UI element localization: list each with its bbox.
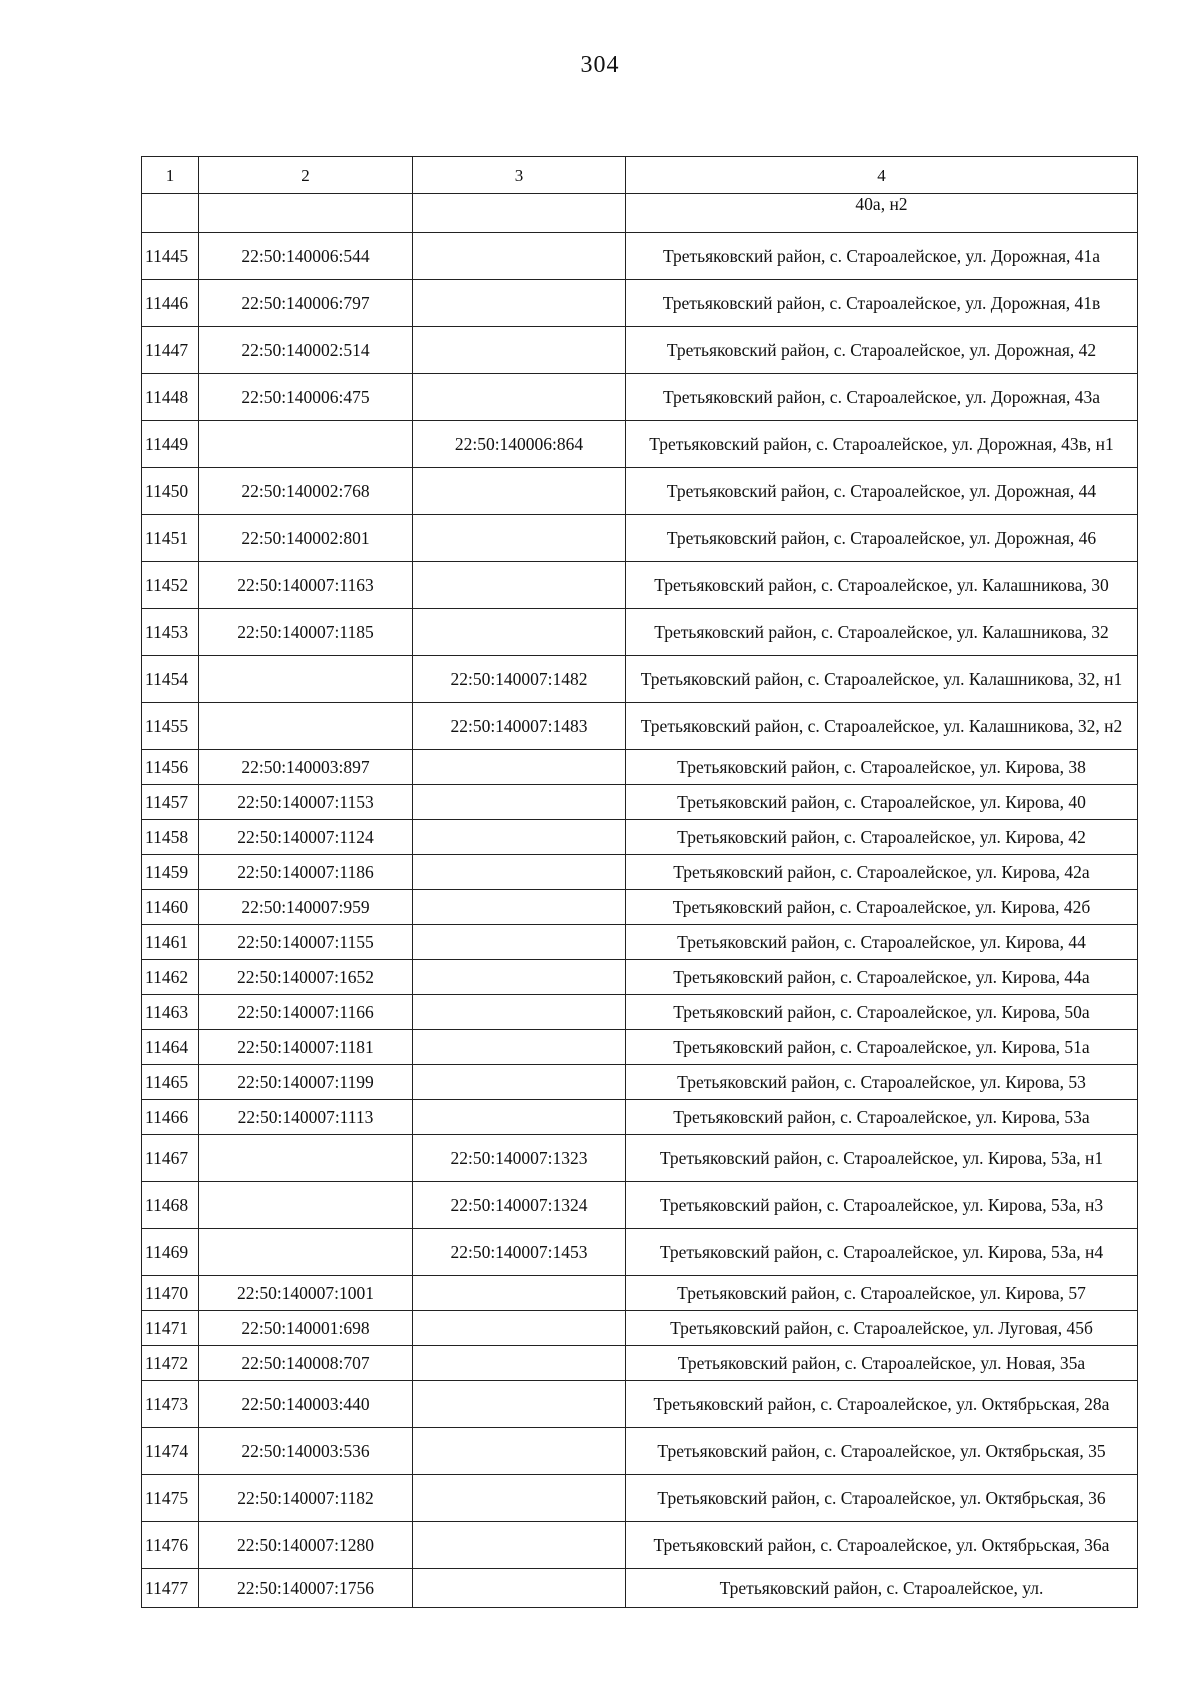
- cell-cadastral-land: [199, 1229, 413, 1276]
- table-row: [142, 1346, 1138, 1381]
- cell-number: [142, 194, 199, 233]
- cell-cadastral-land: 22:50:140007:1181: [199, 1030, 413, 1065]
- cell-number: 11477: [142, 1569, 199, 1608]
- cell-address: Третьяковский район, с. Староалейское, ул. Кирова, 42: [626, 820, 1138, 855]
- cell-address: Третьяковский район, с. Староалейское, ул. Калашникова, 32: [626, 609, 1138, 656]
- cell-cadastral-building: [413, 1475, 626, 1522]
- table-row: [142, 280, 1138, 327]
- table-row: [142, 515, 1138, 562]
- cell-number: 11458: [142, 820, 199, 855]
- cell-number: 11455: [142, 703, 199, 750]
- cell-cadastral-building: [413, 194, 626, 233]
- cell-number: 11450: [142, 468, 199, 515]
- table-row: [142, 609, 1138, 656]
- cell-cadastral-land: 22:50:140001:698: [199, 1311, 413, 1346]
- cell-address: Третьяковский район, с. Староалейское, ул. Калашникова, 32, н1: [626, 656, 1138, 703]
- cell-number: 11464: [142, 1030, 199, 1065]
- cell-cadastral-land: [199, 421, 413, 468]
- cell-cadastral-land: [199, 656, 413, 703]
- cell-number: 11447: [142, 327, 199, 374]
- cell-cadastral-building: [413, 925, 626, 960]
- table-row: [142, 960, 1138, 995]
- cell-number: 11472: [142, 1346, 199, 1381]
- table-row: [142, 1182, 1138, 1229]
- cell-number: 11446: [142, 280, 199, 327]
- table-row: [142, 1569, 1138, 1608]
- cell-number: 11474: [142, 1428, 199, 1475]
- cell-cadastral-land: 22:50:140007:1001: [199, 1276, 413, 1311]
- table-row: [142, 1229, 1138, 1276]
- cell-cadastral-building: 22:50:140007:1323: [413, 1135, 626, 1182]
- cell-cadastral-land: 22:50:140003:897: [199, 750, 413, 785]
- cell-address: Третьяковский район, с. Староалейское, ул. Кирова, 42б: [626, 890, 1138, 925]
- table-row: [142, 995, 1138, 1030]
- cell-cadastral-land: 22:50:140007:1124: [199, 820, 413, 855]
- cell-cadastral-building: [413, 1030, 626, 1065]
- cell-cadastral-building: [413, 233, 626, 280]
- cell-cadastral-land: 22:50:140007:1186: [199, 855, 413, 890]
- cell-cadastral-land: 22:50:140002:514: [199, 327, 413, 374]
- cell-number: 11460: [142, 890, 199, 925]
- cell-number: 11451: [142, 515, 199, 562]
- registry-table: [141, 156, 1138, 1608]
- table-row: [142, 890, 1138, 925]
- cell-cadastral-land: 22:50:140007:1199: [199, 1065, 413, 1100]
- cell-cadastral-land: 22:50:140007:1163: [199, 562, 413, 609]
- cell-address: Третьяковский район, с. Староалейское, ул. Кирова, 53а, н4: [626, 1229, 1138, 1276]
- cell-cadastral-land: 22:50:140002:801: [199, 515, 413, 562]
- cell-cadastral-building: [413, 750, 626, 785]
- cell-cadastral-building: [413, 1346, 626, 1381]
- table-row: [142, 703, 1138, 750]
- cell-cadastral-building: 22:50:140007:1324: [413, 1182, 626, 1229]
- cell-number: 11452: [142, 562, 199, 609]
- cell-cadastral-building: [413, 1311, 626, 1346]
- cell-address: 40а, н2: [626, 194, 1138, 233]
- cell-number: 11476: [142, 1522, 199, 1569]
- cell-cadastral-building: [413, 855, 626, 890]
- cell-cadastral-land: 22:50:140002:768: [199, 468, 413, 515]
- cell-number: 11461: [142, 925, 199, 960]
- header-row: [142, 157, 1138, 194]
- cell-cadastral-land: 22:50:140007:959: [199, 890, 413, 925]
- cell-address: Третьяковский район, с. Староалейское, ул. Октябрьская, 35: [626, 1428, 1138, 1475]
- cell-cadastral-land: 22:50:140007:1185: [199, 609, 413, 656]
- cell-cadastral-building: [413, 468, 626, 515]
- cell-number: 11463: [142, 995, 199, 1030]
- cell-cadastral-building: [413, 960, 626, 995]
- cell-cadastral-land: 22:50:140007:1166: [199, 995, 413, 1030]
- table-row: [142, 656, 1138, 703]
- cell-cadastral-land: 22:50:140003:536: [199, 1428, 413, 1475]
- cell-address: Третьяковский район, с. Староалейское, ул. Дорожная, 42: [626, 327, 1138, 374]
- cell-address: Третьяковский район, с. Староалейское, ул. Кирова, 53а, н3: [626, 1182, 1138, 1229]
- table-row: [142, 855, 1138, 890]
- cell-number: 11465: [142, 1065, 199, 1100]
- cell-cadastral-land: 22:50:140007:1113: [199, 1100, 413, 1135]
- table-row: [142, 1030, 1138, 1065]
- cell-cadastral-building: [413, 374, 626, 421]
- cell-address: Третьяковский район, с. Староалейское, ул. Октябрьская, 36а: [626, 1522, 1138, 1569]
- cell-cadastral-land: 22:50:140007:1280: [199, 1522, 413, 1569]
- header-cell-3: 3: [413, 157, 626, 194]
- cell-number: 11454: [142, 656, 199, 703]
- cell-cadastral-building: [413, 890, 626, 925]
- cell-number: 11457: [142, 785, 199, 820]
- cell-cadastral-building: [413, 1381, 626, 1428]
- cell-cadastral-land: 22:50:140007:1155: [199, 925, 413, 960]
- cell-cadastral-building: [413, 820, 626, 855]
- table-row: [142, 925, 1138, 960]
- table-row: [142, 233, 1138, 280]
- cell-address: Третьяковский район, с. Староалейское, ул. Дорожная, 41а: [626, 233, 1138, 280]
- cell-cadastral-building: 22:50:140007:1453: [413, 1229, 626, 1276]
- cell-number: 11470: [142, 1276, 199, 1311]
- table-row: [142, 1475, 1138, 1522]
- cell-number: 11471: [142, 1311, 199, 1346]
- cell-address: Третьяковский район, с. Староалейское, ул. Дорожная, 46: [626, 515, 1138, 562]
- continuation-row: [142, 194, 1138, 233]
- cell-address: Третьяковский район, с. Староалейское, ул. Кирова, 53: [626, 1065, 1138, 1100]
- cell-number: 11445: [142, 233, 199, 280]
- cell-cadastral-land: 22:50:140006:797: [199, 280, 413, 327]
- cell-address: Третьяковский район, с. Староалейское, ул. Октябрьская, 28а: [626, 1381, 1138, 1428]
- cell-address: Третьяковский район, с. Староалейское, ул. Калашникова, 32, н2: [626, 703, 1138, 750]
- table-row: [142, 562, 1138, 609]
- header-cell-4: 4: [626, 157, 1138, 194]
- cell-cadastral-building: [413, 995, 626, 1030]
- table-row: [142, 1135, 1138, 1182]
- cell-address: Третьяковский район, с. Староалейское, ул. Кирова, 51а: [626, 1030, 1138, 1065]
- cell-cadastral-land: [199, 1135, 413, 1182]
- cell-number: 11459: [142, 855, 199, 890]
- table-row: [142, 327, 1138, 374]
- cell-cadastral-land: 22:50:140003:440: [199, 1381, 413, 1428]
- cell-cadastral-land: 22:50:140008:707: [199, 1346, 413, 1381]
- table-row: [142, 421, 1138, 468]
- table-row: [142, 1311, 1138, 1346]
- cell-address: Третьяковский район, с. Староалейское, ул. Луговая, 45б: [626, 1311, 1138, 1346]
- cell-cadastral-land: 22:50:140007:1153: [199, 785, 413, 820]
- cell-cadastral-land: [199, 194, 413, 233]
- cell-cadastral-building: 22:50:140007:1483: [413, 703, 626, 750]
- header-cell-1: 1: [142, 157, 199, 194]
- table-row: [142, 1100, 1138, 1135]
- cell-cadastral-land: 22:50:140007:1182: [199, 1475, 413, 1522]
- cell-cadastral-land: [199, 1182, 413, 1229]
- cell-address: Третьяковский район, с. Староалейское, ул. Кирова, 50а: [626, 995, 1138, 1030]
- cell-address: Третьяковский район, с. Староалейское, ул. Октябрьская, 36: [626, 1475, 1138, 1522]
- cell-address: Третьяковский район, с. Староалейское, ул. Кирова, 44а: [626, 960, 1138, 995]
- page-number: 304: [580, 52, 620, 78]
- cell-number: 11456: [142, 750, 199, 785]
- cell-cadastral-building: [413, 785, 626, 820]
- cell-address: Третьяковский район, с. Староалейское, ул. Кирова, 53а, н1: [626, 1135, 1138, 1182]
- cell-cadastral-land: 22:50:140006:544: [199, 233, 413, 280]
- cell-cadastral-building: [413, 327, 626, 374]
- cell-number: 11475: [142, 1475, 199, 1522]
- cell-number: 11448: [142, 374, 199, 421]
- cell-cadastral-building: [413, 562, 626, 609]
- cell-address: Третьяковский район, с. Староалейское, ул. Дорожная, 41в: [626, 280, 1138, 327]
- cell-cadastral-building: [413, 515, 626, 562]
- cell-cadastral-land: 22:50:140007:1756: [199, 1569, 413, 1608]
- table-body: [142, 157, 1138, 1608]
- cell-address: Третьяковский район, с. Староалейское, ул. Новая, 35а: [626, 1346, 1138, 1381]
- cell-cadastral-building: [413, 1569, 626, 1608]
- cell-cadastral-building: 22:50:140006:864: [413, 421, 626, 468]
- table-row: [142, 1381, 1138, 1428]
- cell-address: Третьяковский район, с. Староалейское, ул. Кирова, 38: [626, 750, 1138, 785]
- cell-cadastral-building: 22:50:140007:1482: [413, 656, 626, 703]
- table-row: [142, 468, 1138, 515]
- cell-address: Третьяковский район, с. Староалейское, ул.: [626, 1569, 1138, 1608]
- table-row: [142, 820, 1138, 855]
- cell-address: Третьяковский район, с. Староалейское, ул. Дорожная, 43а: [626, 374, 1138, 421]
- cell-cadastral-land: [199, 703, 413, 750]
- cell-address: Третьяковский район, с. Староалейское, ул. Кирова, 42а: [626, 855, 1138, 890]
- cell-cadastral-land: 22:50:140006:475: [199, 374, 413, 421]
- table-row: [142, 374, 1138, 421]
- cell-number: 11453: [142, 609, 199, 656]
- table-row: [142, 750, 1138, 785]
- cell-number: 11467: [142, 1135, 199, 1182]
- cell-cadastral-building: [413, 280, 626, 327]
- cell-number: 11473: [142, 1381, 199, 1428]
- cell-number: 11466: [142, 1100, 199, 1135]
- cell-address: Третьяковский район, с. Староалейское, ул. Калашникова, 30: [626, 562, 1138, 609]
- table-row: [142, 1065, 1138, 1100]
- cell-cadastral-building: [413, 1428, 626, 1475]
- cell-cadastral-land: 22:50:140007:1652: [199, 960, 413, 995]
- table-row: [142, 785, 1138, 820]
- table-row: [142, 1276, 1138, 1311]
- cell-address: Третьяковский район, с. Староалейское, ул. Кирова, 40: [626, 785, 1138, 820]
- cell-address: Третьяковский район, с. Староалейское, ул. Кирова, 53а: [626, 1100, 1138, 1135]
- cell-cadastral-building: [413, 1276, 626, 1311]
- table-row: [142, 1428, 1138, 1475]
- cell-address: Третьяковский район, с. Староалейское, ул. Кирова, 57: [626, 1276, 1138, 1311]
- cell-cadastral-building: [413, 1522, 626, 1569]
- cell-cadastral-building: [413, 1065, 626, 1100]
- cell-number: 11468: [142, 1182, 199, 1229]
- cell-cadastral-building: [413, 1100, 626, 1135]
- cell-number: 11449: [142, 421, 199, 468]
- cell-number: 11469: [142, 1229, 199, 1276]
- cell-address: Третьяковский район, с. Староалейское, ул. Кирова, 44: [626, 925, 1138, 960]
- cell-address: Третьяковский район, с. Староалейское, ул. Дорожная, 44: [626, 468, 1138, 515]
- table-row: [142, 1522, 1138, 1569]
- cell-cadastral-building: [413, 609, 626, 656]
- cell-address: Третьяковский район, с. Староалейское, ул. Дорожная, 43в, н1: [626, 421, 1138, 468]
- header-cell-2: 2: [199, 157, 413, 194]
- cell-number: 11462: [142, 960, 199, 995]
